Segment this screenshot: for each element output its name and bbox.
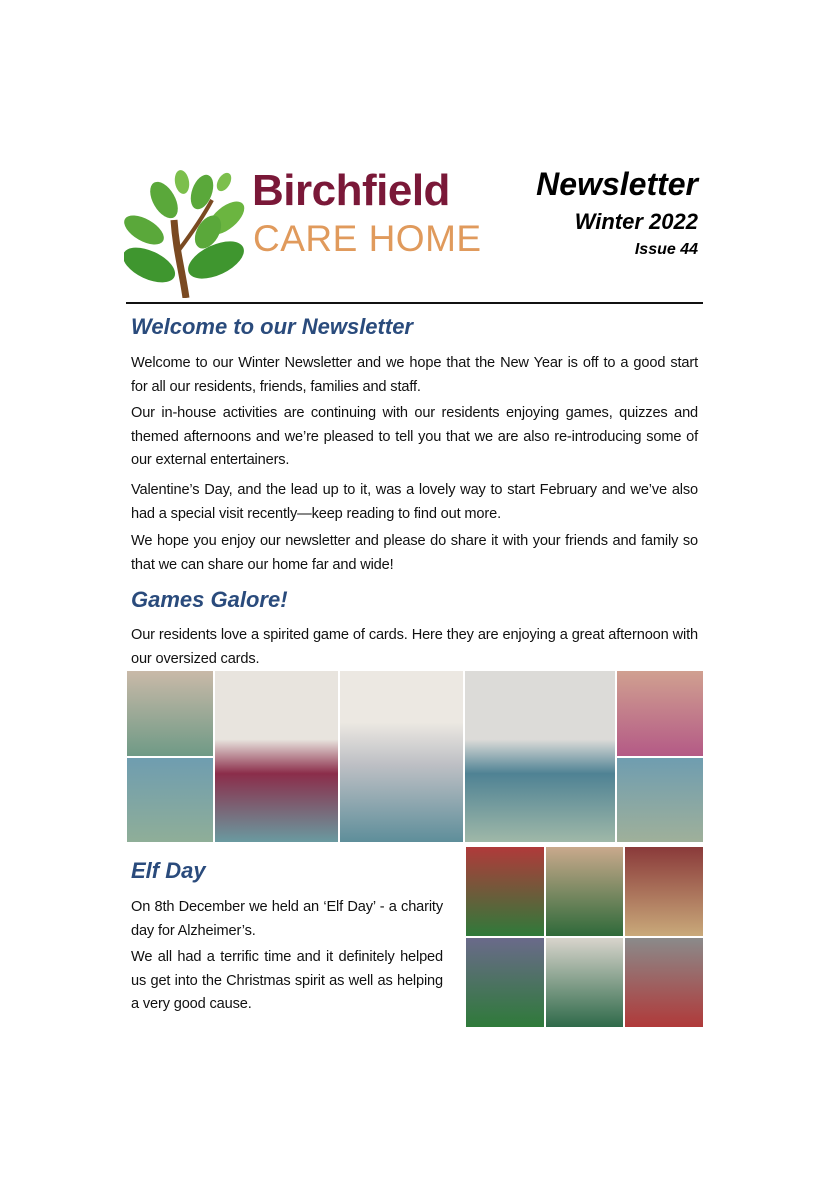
welcome-paragraph: We hope you enjoy our newsletter and please do share it with your friends and family so that we can share our home far and wide! [131, 533, 698, 573]
newsletter-season: Winter 2022 [574, 209, 698, 234]
elf-day-photo-collage [466, 847, 703, 1027]
header-divider [126, 302, 703, 304]
welcome-paragraph: Valentine’s Day, and the lead up to it, was a lovely way to start February and we’ve also had a special visit recently—keep reading to find out more. [131, 482, 698, 522]
brand-subtitle: CARE HOME [253, 218, 482, 259]
welcome-paragraph: Welcome to our Winter Newsletter and we hope that the New Year is off to a good start for all our residents, friends, families and staff. [131, 355, 698, 395]
card-games-photo-collage [127, 671, 703, 842]
welcome-paragraph: Our in-house activities are continuing with our residents enjoying games, quizzes and themed afternoons and we’re pleased to tell you that we are also re-introducing some of our external entertainers. [131, 405, 698, 468]
section-heading-welcome: Welcome to our Newsletter [131, 314, 413, 339]
games-paragraph: Our residents love a spirited game of cards. Here they are enjoying a great afternoon with our oversized cards. [131, 627, 698, 667]
elf-day-paragraph: On 8th December we held an ‘Elf Day’ - a charity day for Alzheimer’s. [131, 899, 443, 939]
brand-name: Birchfield [252, 166, 450, 215]
newsletter-issue: Issue 44 [634, 241, 698, 258]
section-heading-elf-day: Elf Day [131, 858, 206, 883]
section-heading-games: Games Galore! [131, 587, 288, 612]
newsletter-title: Newsletter [536, 166, 698, 202]
elf-day-paragraph: We all had a terrific time and it definitely helped us get into the Christmas spirit as well as helping a very good cause. [131, 949, 443, 1012]
